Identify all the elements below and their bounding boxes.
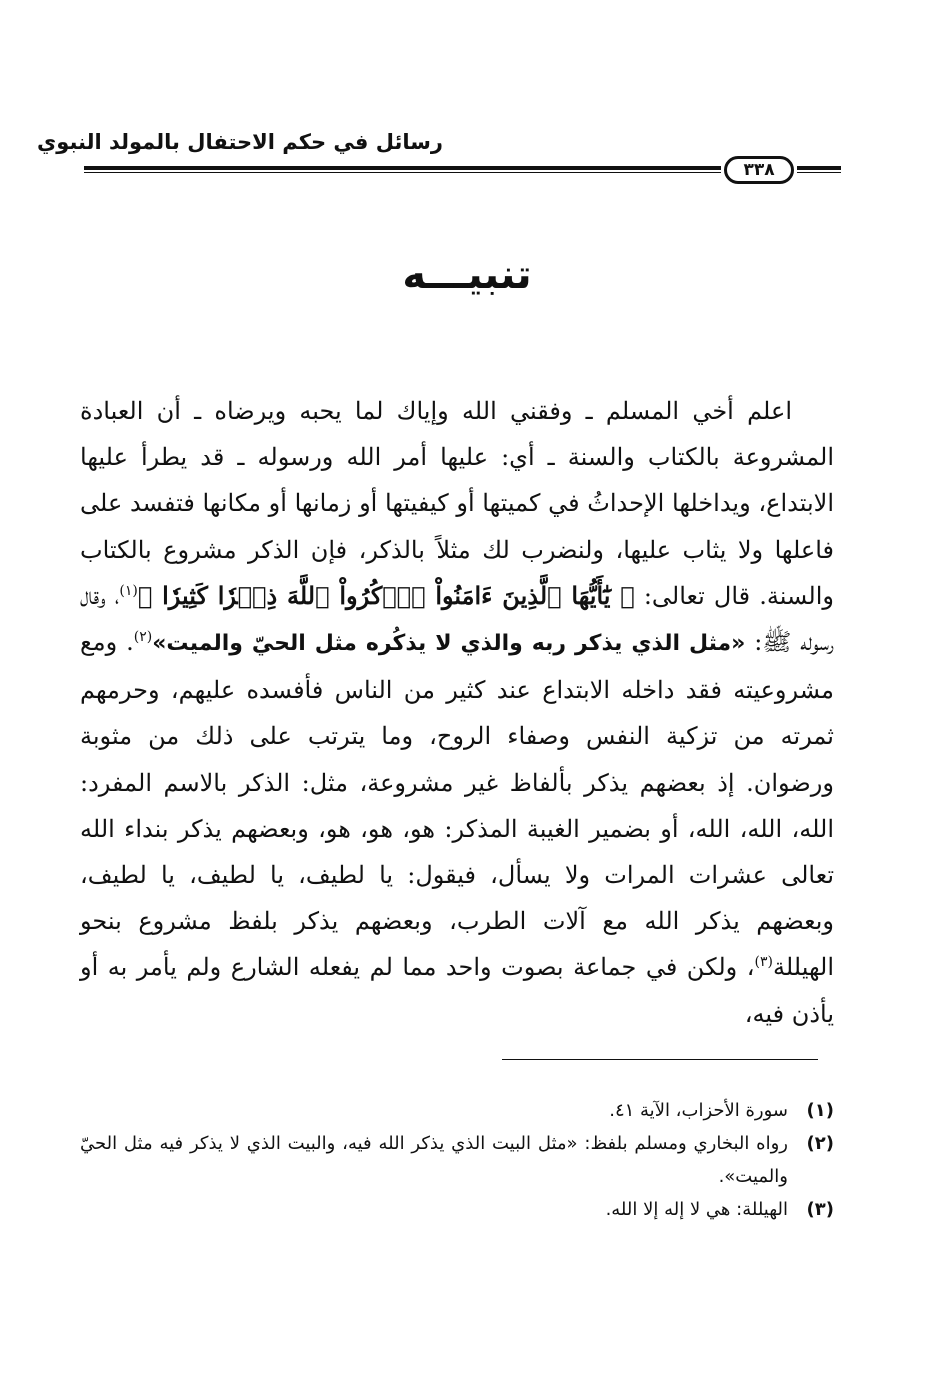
footnote-item [80, 1127, 834, 1193]
text-segment: . ومع مشروعيته فقد داخله الابتداع عند كثير من الناس فأفسده عليهم، وحرمهم ثمرته من تزكية النفس وصفاء الروح، وما يترتب على ذلك من مثوبة ورضوان. إذ بعضهم يذكر بألفاظ غير مشروعة، مثل: الذكر بالاسم المفرد: الله، الله، الله، أو بضمير الغيبة المذكر: هو، هو، هو، وبعضهم يذكر بنداء الله تعالى عشرات المرات ولا يسأل، فيقول: يا لطيف، يا لطيف، يا لطيف، وبعضهم يذكر الله مع آلات الطرب، وبعضهم يذكر بلفظ مشروع بنحو الهيللة [80, 628, 835, 982]
paragraph [80, 388, 834, 1037]
footnote-text: سورة الأحزاب، الآية ٤١. [609, 1100, 788, 1121]
footnote-text: الهيللة: هي لا إله إلا الله. [605, 1199, 788, 1220]
footnotes [80, 1094, 834, 1226]
footnote-ref-1: (١) [119, 582, 138, 599]
text-segment: ، وقال رسوله ﷺ: [80, 581, 835, 657]
text-segment: ، ولكن في جماعة بصوت واحد مما لم يفعله الشارع ولم يأمر به أو يأذن فيه، [80, 953, 834, 1028]
section-title: تنبيـــه [402, 252, 532, 298]
footnote-separator [502, 1059, 818, 1060]
main-text [80, 388, 834, 1037]
header-rule [84, 166, 721, 173]
footnote-number: (١) [806, 1100, 834, 1121]
footnote-item [80, 1094, 834, 1127]
footnote-text: رواه البخاري ومسلم بلفظ: «مثل البيت الذي يذكر الله فيه، والبيت الذي لا يذكر فيه مثل الحيّ والميت». [80, 1133, 788, 1187]
book-title: رسائل في حكم الاحتفال بالمولد النبوي [37, 130, 443, 154]
running-header [0, 126, 934, 162]
quran-verse: ﴿ يَٰٓأَيُّهَا ٱلَّذِينَ ءَامَنُواْ ٱذۡكُرُواْ ٱللَّهَ ذِكۡرٗا كَثِيرٗا ﴾ [137, 580, 635, 610]
footnote-ref-3: (٣) [754, 954, 773, 971]
footnote-number: (٣) [806, 1199, 834, 1220]
header-rule-end [797, 166, 841, 173]
footnote-number: (٢) [806, 1133, 834, 1154]
hadith-quote: «مثل الذي يذكر ربه والذي لا يذكُره مثل الحيّ والميت» [152, 631, 746, 657]
footnote-ref-2: (٢) [133, 629, 153, 646]
text-segment: اعلم أخي المسلم ـ وفقني الله وإياك لما يحبه ويرضاه ـ أن العبادة المشروعة بالكتاب والسنة ـ أي: عليها أمر الله ورسوله ـ قد يطرأ عليها الابتداع، ويداخلها الإحداثُ في كميتها أو كيفيتها أو زمانها أو مكانها فتفسد على فاعلها ولا يثاب عليها، ولنضرب لك مثلاً بالذكر، فإن الذكر مشروع بالكتاب والسنة. قال تعالى: [80, 397, 834, 610]
footnote-item [80, 1193, 834, 1226]
page-number: ٣٣٨ [724, 156, 794, 184]
